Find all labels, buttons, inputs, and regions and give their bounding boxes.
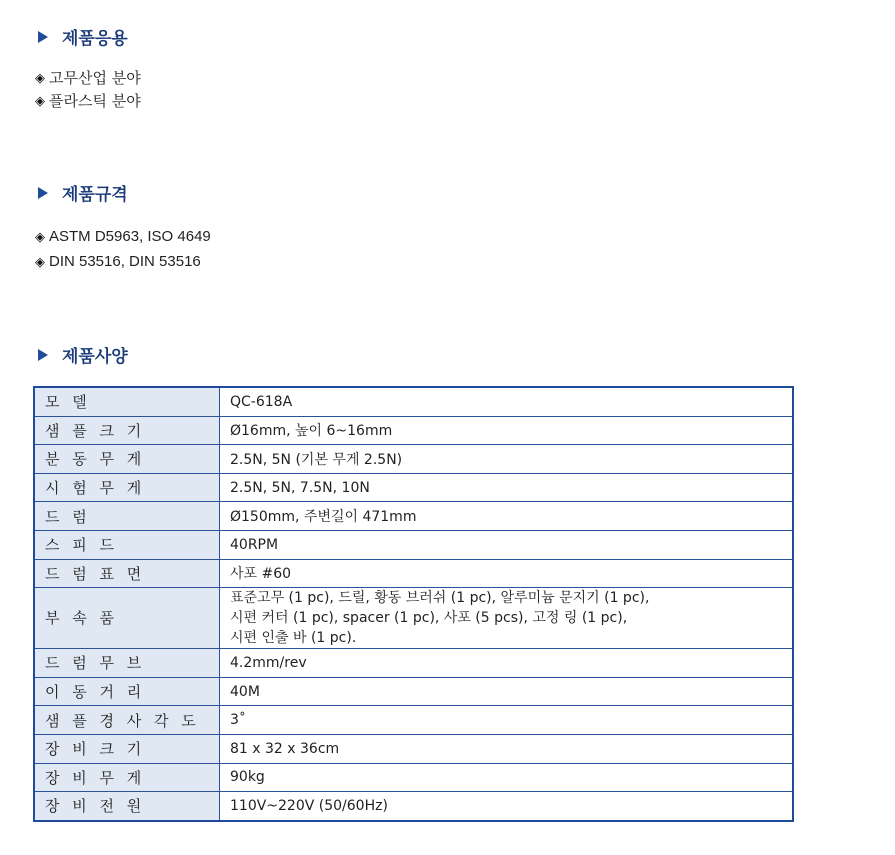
spec-label: 스 피 드 [34,530,220,559]
specs-heading [38,342,128,367]
table-row [34,677,793,706]
table-row [34,588,793,649]
spec-value: 40M [220,677,794,706]
spec-value: 4.2mm/rev [220,649,794,678]
spec-label: 장 비 전 원 [34,792,220,821]
spec-value: 90kg [220,763,794,792]
table-row [34,502,793,531]
table-row [34,734,793,763]
spec-value: 사포 #60 [220,559,794,588]
spec-label: 시 험 무 게 [34,473,220,502]
usage-list [35,67,141,113]
table-row [34,559,793,588]
spec-value: 40RPM [220,530,794,559]
spec-label: 드 럼 표 면 [34,559,220,588]
list-item: ◈ 고무산업 분야 [35,67,141,90]
diamond-bullet-icon: ◈ [35,229,45,244]
spec-value: 3˚ [220,706,794,735]
spec-value-line: 표준고무 (1 pc), 드릴, 황동 브러쉬 (1 pc), 알루미늄 문지기 (1 pc), [230,590,650,607]
diamond-bullet-icon: ◈ [35,71,45,86]
spec-label: 이 동 거 리 [34,677,220,706]
standards-heading [38,180,128,205]
diamond-bullet-icon: ◈ [35,254,45,269]
spec-label: 분 동 무 게 [34,445,220,474]
spec-value: 81 x 32 x 36cm [220,734,794,763]
spec-value: Ø150mm, 주변길이 471mm [220,502,794,531]
spec-value: 2.5N, 5N (기본 무게 2.5N) [220,445,794,474]
spec-label: 샘 플 경 사 각 도 [34,706,220,735]
list-item: ◈ 플라스틱 분야 [35,90,141,113]
usage-title: 제품응용 [62,29,128,49]
triangle-bullet-icon [38,31,48,43]
table-row [34,445,793,474]
spec-value: QC-618A [220,387,794,416]
table-row [34,473,793,502]
table-row [34,763,793,792]
triangle-bullet-icon [38,349,48,361]
spec-value: 2.5N, 5N, 7.5N, 10N [220,473,794,502]
spec-value: Ø16mm, 높이 6~16mm [220,416,794,445]
spec-label: 드 럼 [34,502,220,531]
spec-label: 모 델 [34,387,220,416]
diamond-bullet-icon: ◈ [35,94,45,109]
table-row [34,530,793,559]
standards-list [35,224,211,274]
table-row [34,649,793,678]
table-row [34,792,793,821]
spec-value-line: 시편 인출 바 (1 pc). [230,630,357,647]
standards-title: 제품규격 [62,185,128,205]
list-item: ◈ DIN 53516, DIN 53516 [35,249,211,274]
spec-value: 110V~220V (50/60Hz) [220,792,794,821]
table-row [34,387,793,416]
spec-label: 부 속 품 [34,588,220,649]
specs-title: 제품사양 [62,347,128,367]
spec-value-line: 시편 커터 (1 pc), spacer (1 pc), 사포 (5 pcs), 고정 링 (1 pc), [230,610,628,627]
spec-value [220,588,794,649]
spec-label: 장 비 크 기 [34,734,220,763]
spec-table [33,386,794,822]
table-row [34,706,793,735]
table-row [34,416,793,445]
spec-label: 드 럼 무 브 [34,649,220,678]
spec-label: 장 비 무 게 [34,763,220,792]
triangle-bullet-icon [38,187,48,199]
list-item: ◈ ASTM D5963, ISO 4649 [35,224,211,249]
spec-label: 샘 플 크 기 [34,416,220,445]
usage-heading [38,24,128,49]
